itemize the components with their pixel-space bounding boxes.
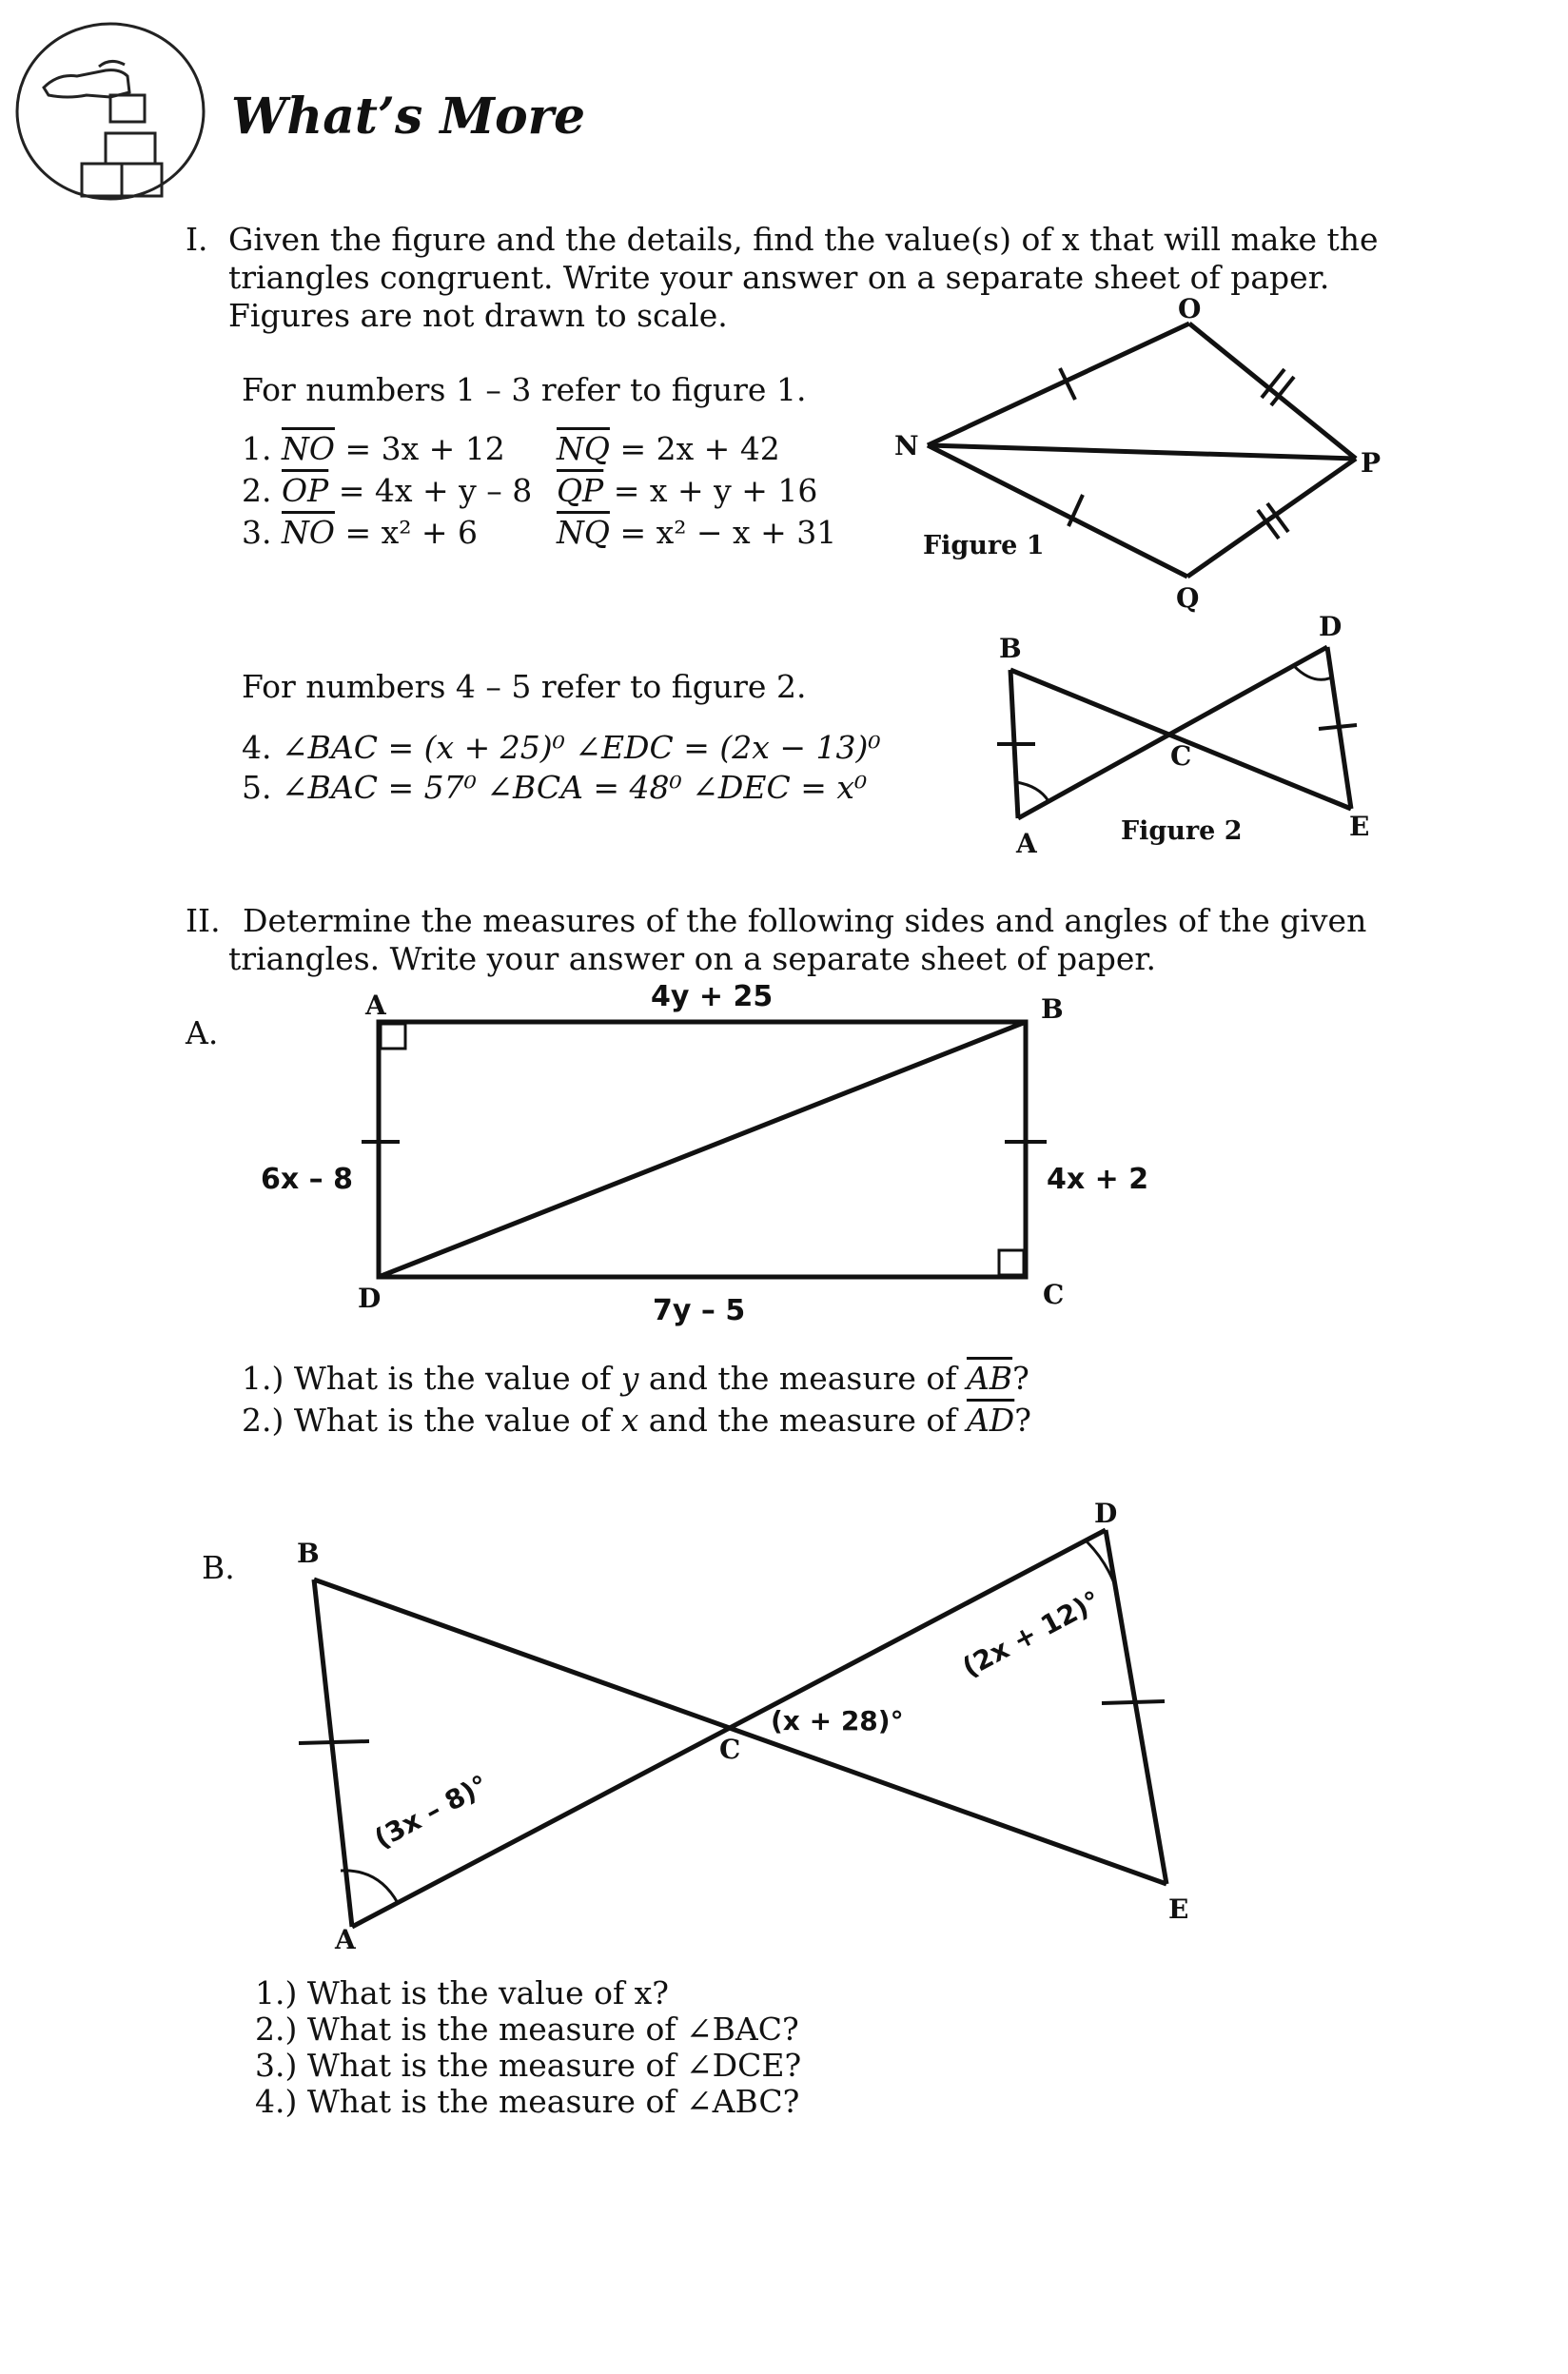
side-AB <box>314 1579 352 1927</box>
fig1-item-2b <box>557 470 817 512</box>
bowtie-vertex-B: B <box>297 1538 320 1569</box>
angle-A-expression: (3x – 8)° <box>369 1768 494 1855</box>
rectangle-figure <box>362 1009 1047 1294</box>
angle-arc-A <box>1016 782 1049 801</box>
part2-b-label: B. <box>202 1549 235 1586</box>
side-PQ <box>1187 459 1356 577</box>
figure1-caption: Figure 1 <box>923 531 1045 560</box>
angle-C-expression: (x + 28)° <box>771 1705 904 1736</box>
segment-AD <box>352 1530 1106 1927</box>
rect-vertex-D: D <box>358 1283 382 1314</box>
bowtie-vertex-D: D <box>1094 1498 1118 1529</box>
question-text: ? <box>1012 1360 1029 1397</box>
part1-instruction-line3: Figures are not drawn to scale. <box>228 297 728 334</box>
fig2-item-4 <box>242 727 881 769</box>
angle-expressions: ∠BAC = 57⁰ ∠BCA = 48⁰ ∠DEC = x⁰ <box>282 769 868 806</box>
segment-label: $\overline{NO}$ <box>282 430 335 467</box>
figure2-caption: Figure 2 <box>1121 816 1243 846</box>
side-NO <box>928 324 1189 445</box>
segment-BE <box>1010 670 1351 809</box>
question-variable: x <box>620 1402 639 1439</box>
segment-label: $\overline{NQ}$ <box>557 514 610 551</box>
tick-mark-DE <box>1102 1701 1165 1703</box>
question-text: and the measure of <box>638 1360 967 1397</box>
rect-vertex-A: A <box>365 990 386 1021</box>
bowtie-vertex-C: C <box>719 1734 741 1765</box>
question-variable: y <box>620 1360 639 1397</box>
part2-b-question-2: 2.) What is the measure of ∠BAC? <box>255 2011 799 2048</box>
question-text: 2.) What is the value of <box>242 1402 621 1439</box>
side-OP <box>1189 324 1356 459</box>
part2-b-question-1: 1.) What is the value of x? <box>255 1974 669 2011</box>
right-angle-mark-A <box>381 1024 405 1049</box>
part1-instruction-line1: Given the figure and the details, find the value(s) of x that will make the <box>228 221 1379 258</box>
fig1-item-3 <box>242 512 478 554</box>
part2-b-question-4: 4.) What is the measure of ∠ABC? <box>255 2083 800 2120</box>
fig1-item-1b <box>557 428 780 470</box>
item-number: 5. <box>242 769 272 806</box>
side-top-expression: 4y + 25 <box>651 980 774 1013</box>
part1-instruction-line2: triangles congruent. Write your answer on a separate sheet of paper. <box>228 259 1330 296</box>
side-right-expression: 4x + 2 <box>1047 1163 1149 1196</box>
figure1-kite <box>885 285 1380 628</box>
fig1-item-2 <box>242 470 532 512</box>
part2-numeral: II. <box>186 902 221 939</box>
part2-instruction-line2: triangles. Write your answer on a separate sheet of paper. <box>228 940 1157 977</box>
fig1-vertex-P: P <box>1361 447 1382 479</box>
rect-vertex-B: B <box>1041 993 1064 1025</box>
segment-label: $\overline{NO}$ <box>282 514 335 551</box>
fig1-item-3b <box>557 512 836 554</box>
figure1-intro: For numbers 1 – 3 refer to figure 1. <box>242 371 807 408</box>
angle-expressions: ∠BAC = (x + 25)⁰ ∠EDC = (2x − 13)⁰ <box>282 729 881 766</box>
fig1-vertex-N: N <box>894 430 919 461</box>
right-angle-mark-C <box>999 1250 1024 1275</box>
segment-expression: = 2x + 42 <box>619 430 780 467</box>
question-text: 1.) What is the value of <box>242 1360 621 1397</box>
segment-expression: = x + y + 16 <box>613 472 818 509</box>
question-segment: $\overline{AB}$ <box>966 1360 1013 1397</box>
question-text: ? <box>1014 1402 1031 1439</box>
fig2-item-5 <box>242 767 867 809</box>
page-title: What’s More <box>231 88 586 146</box>
part2-a-label: A. <box>186 1014 219 1051</box>
angle-D-expression: (2x + 12)° <box>957 1584 1106 1684</box>
header-icon-wrapper <box>15 21 206 202</box>
fig2-vertex-A: A <box>1016 828 1037 859</box>
item-number: 3. <box>242 514 272 551</box>
angle-arc-D <box>1294 666 1332 679</box>
figure2-intro: For numbers 4 – 5 refer to figure 2. <box>242 668 807 705</box>
rect-vertex-C: C <box>1043 1279 1065 1310</box>
tick-mark-DE <box>1319 725 1357 729</box>
part1-numeral: I. <box>186 221 208 258</box>
fig1-vertex-O: O <box>1178 293 1202 324</box>
diagonal-NP <box>928 445 1356 459</box>
segment-AD <box>1018 647 1327 818</box>
segment-label: $\overline{QP}$ <box>557 472 604 509</box>
hand-stacking-blocks-icon <box>15 21 206 202</box>
item-number: 4. <box>242 729 272 766</box>
diagonal-DB <box>379 1022 1026 1277</box>
fig2-vertex-D: D <box>1319 611 1343 642</box>
figure2-bowtie <box>990 628 1408 837</box>
item-number: 1. <box>242 430 272 467</box>
segment-expression: = 3x + 12 <box>344 430 505 467</box>
fig2-vertex-B: B <box>999 633 1022 664</box>
segment-label: $\overline{NQ}$ <box>557 430 610 467</box>
question-segment: $\overline{AD}$ <box>966 1402 1015 1439</box>
tick-mark-AB <box>299 1741 369 1743</box>
item-number: 2. <box>242 472 272 509</box>
segment-expression: = 4x + y – 8 <box>338 472 533 509</box>
bowtie-vertex-E: E <box>1168 1893 1189 1925</box>
fig1-item-1 <box>242 428 505 470</box>
bowtie-vertex-A: A <box>335 1924 356 1955</box>
bowtie-figure <box>285 1503 1199 1941</box>
fig1-vertex-Q: Q <box>1176 582 1200 614</box>
part2-instruction-line1: Determine the measures of the following sides and angles of the given <box>243 902 1367 939</box>
part2-a-question-1 <box>242 1361 1029 1397</box>
segment-expression: = x² − x + 31 <box>619 514 837 551</box>
fig2-vertex-C: C <box>1170 740 1192 772</box>
side-bottom-expression: 7y – 5 <box>653 1294 746 1327</box>
part2-a-question-2 <box>242 1403 1031 1439</box>
part2-b-question-3: 3.) What is the measure of ∠DCE? <box>255 2047 802 2084</box>
segment-label: $\overline{OP}$ <box>282 472 329 509</box>
fig2-vertex-E: E <box>1349 811 1370 842</box>
question-text: and the measure of <box>638 1402 967 1439</box>
segment-expression: = x² + 6 <box>344 514 479 551</box>
side-left-expression: 6x – 8 <box>261 1163 353 1196</box>
